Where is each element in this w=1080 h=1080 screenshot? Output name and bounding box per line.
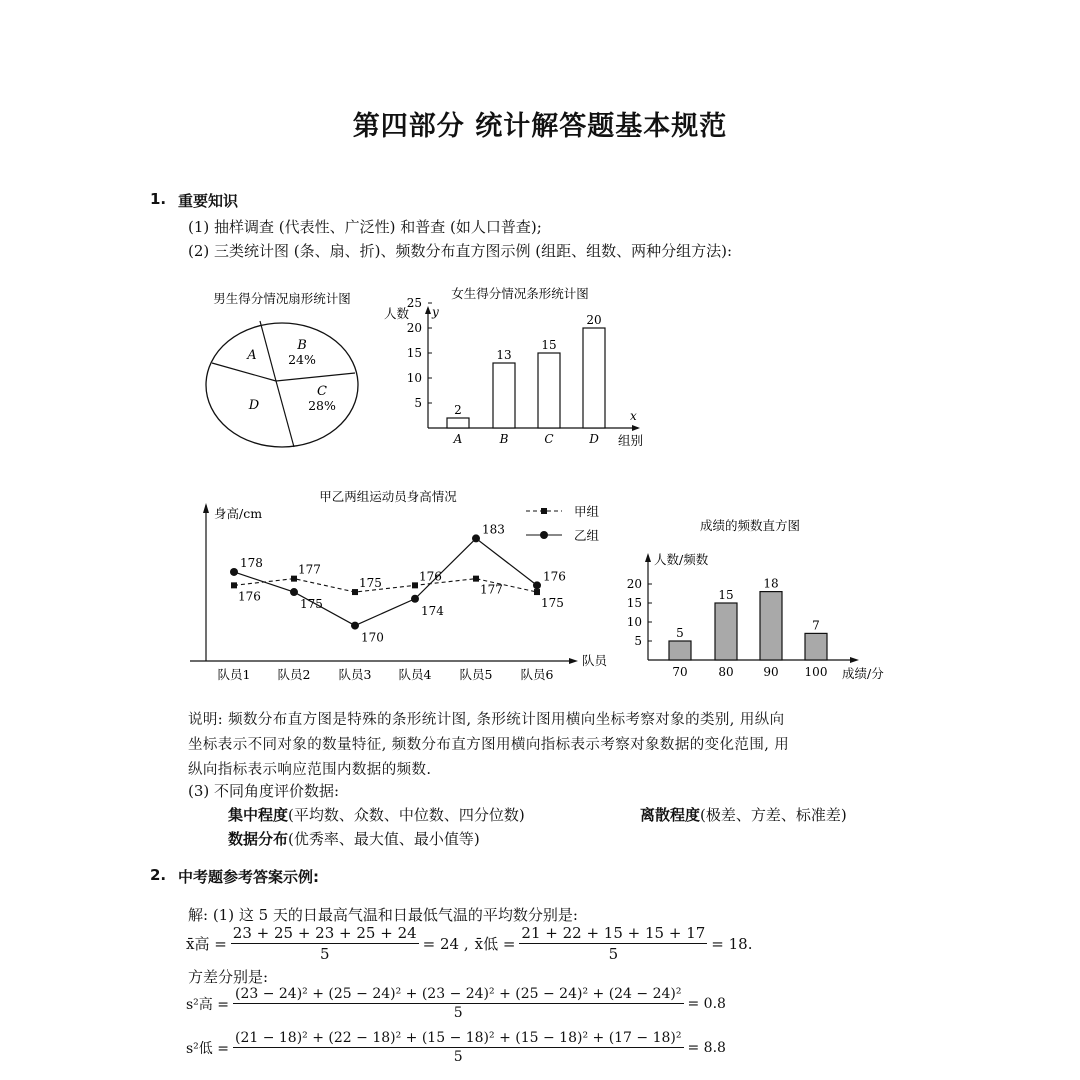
x-tick-label: 队员2 — [277, 667, 311, 682]
item-2: (2) 三类统计图 (条、扇、折)、频数分布直方图示例 (组距、组数、两种分组方法): — [188, 242, 733, 260]
x-axis-label: 组别 — [618, 433, 644, 448]
pie-label-D: D — [248, 398, 260, 413]
x-tick-label: D — [589, 432, 599, 446]
x-tick-label: 队员5 — [459, 667, 493, 682]
bar-value-label: 15 — [541, 338, 557, 352]
bar-B — [493, 363, 515, 428]
note-line-3: 纵向指标表示响应范围内数据的频数. — [188, 762, 432, 778]
x-tick-label: 80 — [718, 665, 734, 679]
histogram-bar-80 — [715, 603, 737, 660]
series-jia-label: 177 — [480, 582, 503, 597]
pie-percent-C: 28% — [308, 398, 336, 413]
y-tick-label: 10 — [406, 371, 422, 385]
x-tick-label: A — [453, 432, 463, 446]
section2-number: 2. — [150, 866, 167, 884]
central-tendency — [228, 804, 525, 825]
series-yi-label: 175 — [300, 597, 323, 612]
x-axis-label: 成绩/分 — [842, 666, 884, 681]
y-tick-label: 10 — [626, 615, 642, 629]
pie-divider — [276, 373, 355, 381]
x-tick-label: B — [499, 432, 509, 446]
x-tick-label: 100 — [804, 665, 828, 679]
series-jia-point — [473, 576, 479, 582]
dispersion-label: 离散程度 — [640, 806, 701, 824]
y-axis-arrow — [645, 553, 651, 562]
central-label: 集中程度 — [228, 806, 289, 824]
pie-divider — [212, 363, 276, 381]
variance-high-equation — [186, 986, 726, 1021]
legend-yi-label: 乙组 — [574, 528, 600, 543]
mean-high-fraction — [231, 924, 419, 963]
histogram — [620, 510, 910, 690]
series-jia-label: 176 — [238, 589, 261, 604]
dispersion-text: (极差、方差、标准差) — [700, 806, 847, 824]
histogram-value-label: 7 — [812, 618, 820, 633]
mean-high-numerator: 23 + 25 + 23 + 25 + 24 — [232, 924, 417, 942]
series-jia-point — [352, 589, 358, 595]
mean-high-result: = 24 , — [422, 934, 469, 953]
var-low-result: = 8.8 — [687, 1039, 726, 1056]
mean-low-numerator: 21 + 22 + 15 + 15 + 17 — [521, 924, 706, 942]
section2-heading: 中考题参考答案示例: — [178, 868, 319, 886]
distribution — [228, 828, 480, 849]
series-jia-label: 175 — [359, 576, 382, 591]
bar-value-label: 2 — [454, 403, 462, 417]
var-low-denominator: 5 — [453, 1049, 463, 1065]
y-tick-label: 15 — [406, 346, 422, 360]
mean-high-denominator: 5 — [319, 945, 330, 963]
y-tick-label: 5 — [414, 396, 422, 410]
x-tick-label: 队员3 — [338, 667, 372, 682]
series-jia-point — [412, 582, 418, 588]
pie-divider — [260, 321, 276, 381]
var-high-fraction — [233, 986, 684, 1021]
y-axis-label: 身高/cm — [214, 506, 263, 521]
var-high-result: = 0.8 — [687, 995, 726, 1012]
bar-value-label: 20 — [586, 313, 602, 327]
x-tick-label: 队员1 — [217, 667, 251, 682]
series-yi-point — [230, 568, 238, 576]
series-jia-label: 176 — [419, 569, 442, 584]
x-tick-label: 90 — [763, 665, 779, 679]
bar-C — [538, 353, 560, 428]
histogram-bar-90 — [760, 592, 782, 660]
var-high-lhs: s²高 = — [186, 996, 229, 1013]
mean-low-fraction — [519, 924, 707, 963]
x-variable: x — [630, 409, 637, 423]
section1-number: 1. — [150, 190, 167, 208]
mean-low-result: = 18. — [711, 934, 753, 953]
bar-A — [447, 418, 469, 428]
x-tick-label: 队员4 — [398, 667, 432, 682]
series-jia-point — [534, 589, 540, 595]
y-axis-label: 人数/频数 — [654, 552, 709, 567]
section1-heading: 重要知识 — [178, 192, 239, 210]
y-tick-label: 25 — [406, 296, 422, 310]
var-low-fraction — [233, 1030, 684, 1065]
x-tick-label: C — [544, 432, 554, 446]
y-axis-arrow — [203, 503, 209, 513]
histogram-title: 成绩的频数直方图 — [699, 518, 801, 533]
x-axis-arrow — [632, 425, 640, 431]
x-axis-arrow — [569, 658, 578, 664]
series-yi-point — [411, 595, 419, 603]
item-1: (1) 抽样调查 (代表性、广泛性) 和普查 (如人口普查); — [188, 218, 542, 236]
series-yi-label: 183 — [482, 522, 505, 537]
pie-outline — [206, 323, 358, 447]
pie-label-B: B — [297, 338, 307, 353]
legend-jia-label: 甲组 — [574, 504, 600, 519]
pie-label-C: C — [317, 384, 327, 399]
dispersion — [640, 804, 847, 825]
mean-low-lhs: x̄低 = — [474, 935, 516, 953]
histogram-value-label: 15 — [718, 588, 734, 602]
var-low-lhs: s²低 = — [186, 1040, 229, 1057]
mean-high-lhs: x̄高 = — [186, 935, 227, 953]
pie-chart — [190, 285, 380, 460]
bar-value-label: 13 — [496, 348, 512, 362]
series-jia-label: 175 — [541, 596, 564, 611]
page-title: 第四部分 统计解答题基本规范 — [352, 111, 728, 142]
histogram-value-label: 5 — [676, 626, 684, 640]
pie-label-A: A — [247, 348, 257, 363]
histogram-value-label: 18 — [763, 576, 779, 591]
item-3: (3) 不同角度评价数据: — [188, 782, 340, 800]
y-variable: y — [432, 305, 439, 319]
y-tick-label: 5 — [634, 634, 642, 648]
series-yi-point — [472, 534, 480, 542]
series-jia-point — [231, 582, 237, 588]
y-tick-label: 20 — [626, 577, 642, 591]
legend-yi-marker — [540, 531, 548, 539]
line-chart-title: 甲乙两组运动员身高情况 — [319, 489, 457, 504]
mean-low-denominator: 5 — [608, 945, 619, 963]
series-yi-point — [533, 581, 541, 589]
solution-intro: 解: (1) 这 5 天的日最高气温和日最低气温的平均数分别是: — [188, 906, 578, 924]
pie-chart-title: 男生得分情况扇形统计图 — [213, 291, 351, 306]
x-tick-label: 队员6 — [520, 667, 554, 682]
y-tick-label: 15 — [626, 596, 642, 610]
variance-intro: 方差分别是: — [188, 968, 269, 986]
var-low-numerator: (21 − 18)² + (22 − 18)² + (15 − 18)² + (15 − 18)² + (17 − 18)² — [234, 1030, 682, 1046]
series-yi-label: 178 — [240, 555, 263, 570]
line-chart — [180, 485, 620, 690]
var-high-denominator: 5 — [453, 1005, 463, 1021]
pie-percent-B: 24% — [288, 352, 316, 367]
y-tick-label: 20 — [406, 321, 422, 335]
pie-divider — [276, 381, 294, 447]
var-high-numerator: (23 − 24)² + (25 − 24)² + (23 − 24)² + (25 − 24)² + (24 − 24)² — [234, 986, 682, 1002]
series-yi-point — [351, 622, 359, 630]
series-jia-label: 177 — [298, 562, 321, 577]
x-axis-label: 队员 — [582, 653, 608, 668]
bar-chart-girls — [380, 280, 660, 455]
series-yi-label: 174 — [421, 603, 444, 618]
mean-equation — [186, 924, 752, 963]
histogram-bar-100 — [805, 633, 827, 660]
series-yi-label: 170 — [361, 630, 384, 645]
series-yi-point — [290, 588, 298, 596]
y-axis-label: 人数 — [384, 306, 410, 321]
bar-chart-title: 女生得分情况条形统计图 — [451, 286, 589, 301]
series-jia-point — [291, 576, 297, 582]
histogram-bar-70 — [669, 641, 691, 660]
x-axis-arrow — [850, 657, 859, 663]
note-line-2: 坐标表示不同对象的数量特征, 频数分布直方图用横向指标表示考察对象数据的变化范围, 用 — [188, 737, 790, 753]
legend-jia-marker — [541, 508, 547, 514]
series-yi-label: 176 — [543, 569, 566, 584]
bar-D — [583, 328, 605, 428]
variance-low-equation — [186, 1030, 726, 1065]
central-text: (平均数、众数、中位数、四分位数) — [288, 806, 525, 824]
distribution-text: (优秀率、最大值、最小值等) — [288, 830, 480, 848]
x-tick-label: 70 — [672, 665, 688, 679]
note-line-1: 说明: 频数分布直方图是特殊的条形统计图, 条形统计图用横向坐标考察对象的类别, 用纵向 — [188, 712, 785, 728]
distribution-label: 数据分布 — [228, 830, 289, 848]
y-axis-arrow — [425, 306, 431, 314]
